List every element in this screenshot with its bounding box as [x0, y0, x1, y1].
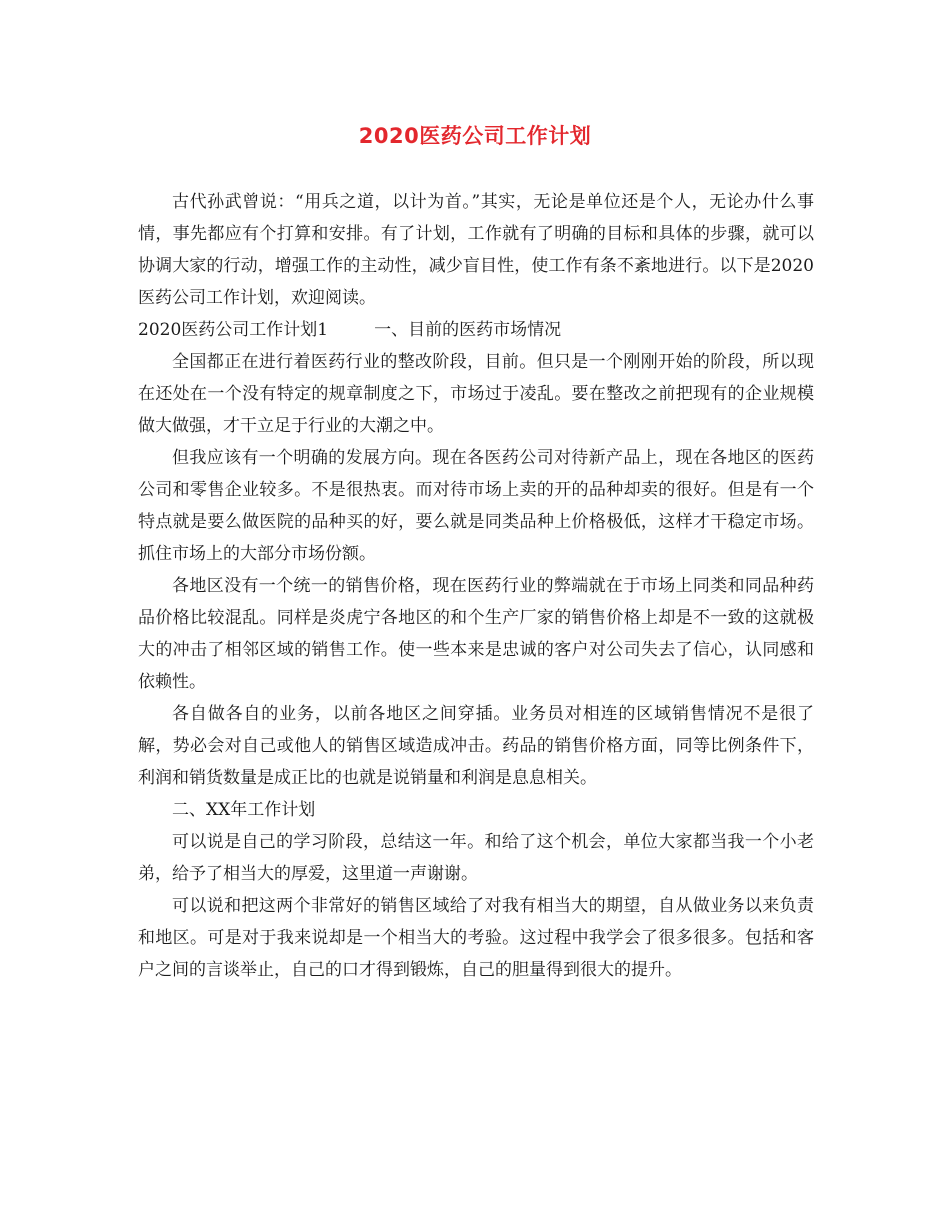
document-body [138, 186, 814, 986]
section1-heading: 一、目前的医药市场情况 [374, 320, 562, 340]
paragraph: 各自做各自的业务，以前各地区之间穿插。业务员对相连的区域销售情况不是很了解，势必会对自己或他人的销售区域造成冲击。药品的销售价格方面，同等比例条件下，利润和销货数量是成正比的也就是说销量和利润是息息相关。 [138, 704, 814, 788]
plan-heading-line [138, 314, 814, 346]
intro-paragraph: 古代孙武曾说：“用兵之道，以计为首。”其实，无论是单位还是个人，无论办什么事情，事先都应有个打算和安排。有了计划，工作就有了明确的目标和具体的步骤，就可以协调大家的行动，增强工作的主动性，减少盲目性，使工作有条不紊地进行。以下是2020医药公司工作计划，欢迎阅读。 [138, 192, 814, 308]
paragraph: 可以说和把这两个非常好的销售区域给了对我有相当大的期望，自从做业务以来负责和地区。可是对于我来说却是一个相当大的考验。这过程中我学会了很多很多。包括和客户之间的言谈举止，自己的口才得到锻炼，自己的胆量得到很大的提升。 [138, 896, 814, 980]
paragraph: 全国都正在进行着医药行业的整改阶段，目前。但只是一个刚刚开始的阶段，所以现在还处在一个没有特定的规章制度之下，市场过于凌乱。要在整改之前把现有的企业规模做大做强，才干立足于行业的大潮之中。 [138, 352, 814, 436]
document-title: 2020医药公司工作计划 [358, 124, 592, 148]
paragraph: 各地区没有一个统一的销售价格，现在医药行业的弊端就在于市场上同类和同品种药品价格比较混乱。同样是炎虎宁各地区的和个生产厂家的销售价格上却是不一致的这就极大的冲击了相邻区域的销售工作。使一些本来是忠诚的客户对公司失去了信心，认同感和依赖性。 [138, 576, 814, 692]
section2-heading: 二、XX年工作计划 [172, 800, 316, 820]
paragraph: 可以说是自己的学习阶段，总结这一年。和给了这个机会，单位大家都当我一个小老弟，给予了相当大的厚爱，这里道一声谢谢。 [138, 832, 814, 884]
paragraph: 但我应该有一个明确的发展方向。现在各医药公司对待新产品上，现在各地区的医药公司和零售企业较多。不是很热衷。而对待市场上卖的开的品种却卖的很好。但是有一个特点就是要么做医院的品种买的好，要么就是同类品种上价格极低，这样才干稳定市场。抓住市场上的大部分市场份额。 [138, 448, 814, 564]
plan-label: 2020医药公司工作计划1 [138, 320, 329, 340]
